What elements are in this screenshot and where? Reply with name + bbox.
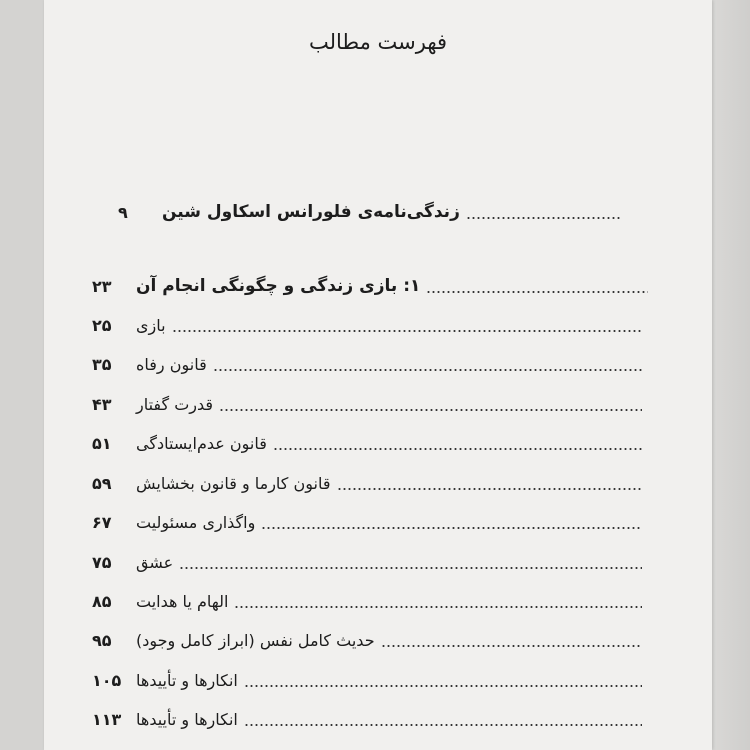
toc-entry-label: عشق	[136, 552, 174, 572]
toc-entry-game[interactable]	[92, 310, 648, 340]
dot-leader	[213, 369, 642, 371]
toc-entry-label: قانون کارما و قانون بخشایش	[136, 473, 331, 493]
toc-page-number: ۴۳	[92, 394, 112, 414]
toc-page-number: ۱۰۵	[92, 670, 122, 690]
toc-page-number: ۲۳	[92, 276, 112, 296]
book-page	[44, 0, 712, 750]
adjacent-page-edge	[712, 0, 750, 750]
toc-entry-power-of-word[interactable]	[92, 389, 648, 419]
dot-leader	[172, 330, 642, 332]
toc-entry-karma-and-forgiveness[interactable]	[92, 468, 648, 498]
toc-entry-love[interactable]	[92, 547, 648, 577]
toc-entry-law-of-nonresistance[interactable]	[92, 428, 648, 458]
dot-leader	[381, 645, 642, 647]
dot-leader	[244, 685, 642, 687]
dot-leader	[244, 724, 642, 726]
toc-entry-label: الهام یا هدایت	[136, 591, 229, 611]
toc-page-number: ۲۵	[92, 315, 112, 335]
toc-entry-label: زندگی‌نامه‌ی فلورانس اسکاول شین	[162, 202, 460, 222]
dot-leader	[234, 606, 642, 608]
toc-page-number: ۱۱۳	[92, 709, 122, 729]
toc-entry-perfect-self-expression[interactable]	[92, 625, 648, 655]
toc-entry-label: انکارها و تأییدها	[136, 709, 238, 729]
toc-page-number: ۵۱	[92, 433, 112, 453]
dot-leader	[466, 217, 620, 219]
toc-entry-label: قانون رفاه	[136, 354, 207, 374]
toc-entry-casting-the-burden[interactable]	[92, 507, 648, 537]
toc-entry-label: حدیث کامل نفس (ابراز کامل وجود)	[136, 630, 375, 650]
toc-page-number: ۳۵	[92, 354, 112, 374]
dot-leader	[273, 448, 642, 450]
toc-page-number: ۸۵	[92, 591, 112, 611]
dot-leader	[337, 488, 643, 490]
toc-entry-label: انکارها و تأییدها	[136, 670, 238, 690]
toc-entry-intuition-or-guidance[interactable]	[92, 586, 648, 616]
dot-leader	[261, 527, 642, 529]
page-title: فهرست مطالب	[308, 30, 448, 54]
toc-entry-label: قدرت گفتار	[136, 394, 214, 414]
table-of-contents	[44, 0, 712, 750]
toc-entry-denials-and-affirmations-2[interactable]	[92, 704, 648, 734]
toc-entry-biography[interactable]	[118, 197, 626, 227]
toc-entry-law-of-prosperity[interactable]	[92, 349, 648, 379]
dot-leader	[426, 291, 648, 293]
toc-page-number: ۹۵	[92, 630, 112, 650]
toc-page-number: ۶۷	[92, 512, 112, 532]
dot-leader	[179, 567, 642, 569]
toc-page-number: ۷۵	[92, 552, 112, 572]
toc-page-number: ۹	[118, 202, 128, 222]
toc-entry-label: ۱: بازی زندگی و چگونگی انجام آن	[136, 276, 421, 296]
toc-entry-label: قانون عدم‌ایستادگی	[136, 433, 267, 453]
toc-page-number: ۵۹	[92, 473, 112, 493]
toc-entry-label: واگذاری مسئولیت	[136, 512, 256, 532]
toc-entry-label: بازی	[136, 315, 166, 335]
dot-leader	[219, 409, 642, 411]
toc-entry-chapter-1[interactable]	[92, 271, 654, 301]
toc-entry-denials-and-affirmations-1[interactable]	[92, 665, 648, 695]
